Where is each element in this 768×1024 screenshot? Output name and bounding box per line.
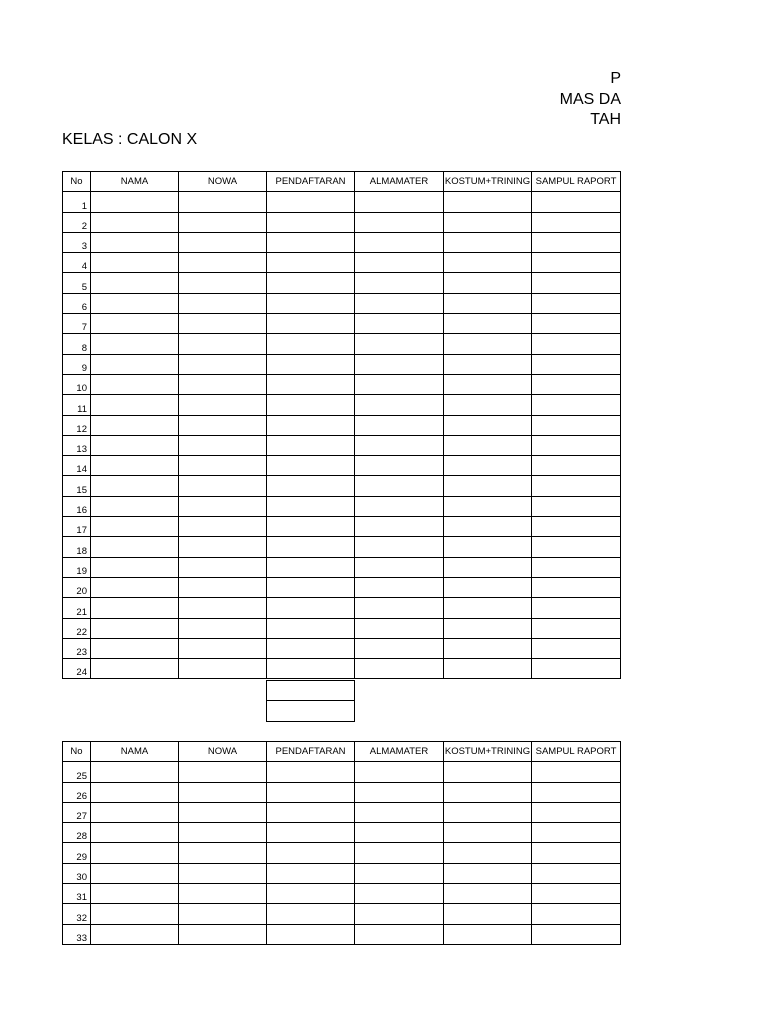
- sampul-raport-cell[interactable]: [532, 273, 621, 293]
- row-number: 25: [63, 762, 91, 782]
- nama-cell[interactable]: [91, 496, 179, 516]
- nama-cell[interactable]: [91, 334, 179, 354]
- table-row: [63, 496, 621, 516]
- pendaftaran-cell[interactable]: [267, 212, 355, 232]
- pendaftaran-cell[interactable]: [267, 659, 355, 679]
- pendaftaran-cell[interactable]: [267, 456, 355, 476]
- kostum-trining-cell[interactable]: [444, 517, 532, 537]
- row-number: 4: [63, 253, 91, 273]
- pendaftaran-cell[interactable]: [267, 192, 355, 212]
- nowa-cell[interactable]: [179, 577, 267, 597]
- pendaftaran-cell[interactable]: [267, 577, 355, 597]
- nama-cell[interactable]: [91, 476, 179, 496]
- nama-cell[interactable]: [91, 924, 179, 944]
- nama-cell[interactable]: [91, 802, 179, 822]
- row-number: 18: [63, 537, 91, 557]
- kostum-trining-cell[interactable]: [444, 823, 532, 843]
- table-row: [63, 334, 621, 354]
- nama-cell[interactable]: [91, 537, 179, 557]
- pendaftaran-cell[interactable]: [267, 863, 355, 883]
- kostum-trining-cell[interactable]: [444, 273, 532, 293]
- nama-cell[interactable]: [91, 232, 179, 252]
- sampul-raport-cell[interactable]: [532, 314, 621, 334]
- almamater-cell[interactable]: [355, 782, 444, 802]
- kelas-label: KELAS : CALON X: [62, 131, 198, 148]
- table-row: [63, 374, 621, 394]
- pendaftaran-cell[interactable]: [267, 395, 355, 415]
- table-row: [63, 904, 621, 924]
- nama-cell[interactable]: [91, 843, 179, 863]
- kostum-trining-cell[interactable]: [444, 212, 532, 232]
- nowa-cell[interactable]: [179, 823, 267, 843]
- almamater-cell[interactable]: [355, 314, 444, 334]
- table-row: [63, 253, 621, 273]
- nowa-cell[interactable]: [179, 314, 267, 334]
- row-number: 3: [63, 232, 91, 252]
- column-header-pendaftaran: PENDAFTARAN: [267, 742, 355, 762]
- table-body-1: [63, 192, 621, 679]
- kostum-trining-cell[interactable]: [444, 232, 532, 252]
- nowa-cell[interactable]: [179, 843, 267, 863]
- kostum-trining-cell[interactable]: [444, 904, 532, 924]
- nowa-cell[interactable]: [179, 762, 267, 782]
- nama-cell[interactable]: [91, 517, 179, 537]
- almamater-cell[interactable]: [355, 293, 444, 313]
- row-number: 7: [63, 314, 91, 334]
- nama-cell[interactable]: [91, 577, 179, 597]
- column-header-nama: NAMA: [91, 742, 179, 762]
- almamater-cell[interactable]: [355, 577, 444, 597]
- nowa-cell[interactable]: [179, 557, 267, 577]
- sampul-raport-cell[interactable]: [532, 638, 621, 658]
- kostum-trining-cell[interactable]: [444, 924, 532, 944]
- row-number: 8: [63, 334, 91, 354]
- pendaftaran-cell[interactable]: [267, 232, 355, 252]
- nama-cell[interactable]: [91, 435, 179, 455]
- pendaftaran-cell[interactable]: [267, 517, 355, 537]
- row-number: 23: [63, 638, 91, 658]
- row-number: 21: [63, 598, 91, 618]
- table-row: [63, 557, 621, 577]
- almamater-cell[interactable]: [355, 374, 444, 394]
- sampul-raport-cell[interactable]: [532, 212, 621, 232]
- kostum-trining-cell[interactable]: [444, 843, 532, 863]
- table-row: [63, 924, 621, 944]
- row-number: 6: [63, 293, 91, 313]
- sampul-raport-cell[interactable]: [532, 293, 621, 313]
- sampul-raport-cell[interactable]: [532, 415, 621, 435]
- kostum-trining-cell[interactable]: [444, 253, 532, 273]
- kostum-trining-cell[interactable]: [444, 638, 532, 658]
- row-number: 13: [63, 435, 91, 455]
- row-number: 30: [63, 863, 91, 883]
- kostum-trining-cell[interactable]: [444, 863, 532, 883]
- sampul-raport-cell[interactable]: [532, 863, 621, 883]
- row-number: 31: [63, 884, 91, 904]
- nowa-cell[interactable]: [179, 476, 267, 496]
- table-row: [63, 577, 621, 597]
- nama-cell[interactable]: [91, 904, 179, 924]
- kostum-trining-cell[interactable]: [444, 496, 532, 516]
- sampul-raport-cell[interactable]: [532, 354, 621, 374]
- row-number: 12: [63, 415, 91, 435]
- almamater-cell[interactable]: [355, 638, 444, 658]
- nama-cell[interactable]: [91, 782, 179, 802]
- sampul-raport-cell[interactable]: [532, 802, 621, 822]
- table-row: [63, 293, 621, 313]
- kostum-trining-cell[interactable]: [444, 334, 532, 354]
- kostum-trining-cell[interactable]: [444, 456, 532, 476]
- kostum-trining-cell[interactable]: [444, 192, 532, 212]
- almamater-cell[interactable]: [355, 843, 444, 863]
- table-row: [63, 192, 621, 212]
- sampul-raport-cell[interactable]: [532, 618, 621, 638]
- sampul-raport-cell[interactable]: [532, 496, 621, 516]
- table-row: [63, 517, 621, 537]
- row-number: 16: [63, 496, 91, 516]
- kostum-trining-cell[interactable]: [444, 598, 532, 618]
- nowa-cell[interactable]: [179, 334, 267, 354]
- nama-cell[interactable]: [91, 598, 179, 618]
- almamater-cell[interactable]: [355, 884, 444, 904]
- almamater-cell[interactable]: [355, 395, 444, 415]
- almamater-cell[interactable]: [355, 334, 444, 354]
- pendaftaran-cell[interactable]: [267, 314, 355, 334]
- table-header-row: [63, 172, 621, 192]
- pendaftaran-cell[interactable]: [267, 884, 355, 904]
- almamater-cell[interactable]: [355, 618, 444, 638]
- table-row: [63, 802, 621, 822]
- row-number: 14: [63, 456, 91, 476]
- pendaftaran-cell[interactable]: [267, 762, 355, 782]
- sampul-raport-cell[interactable]: [532, 884, 621, 904]
- nama-cell[interactable]: [91, 374, 179, 394]
- nama-cell[interactable]: [91, 395, 179, 415]
- column-header-no: No: [63, 172, 91, 192]
- row-number: 2: [63, 212, 91, 232]
- sampul-raport-cell[interactable]: [532, 557, 621, 577]
- kostum-trining-cell[interactable]: [444, 802, 532, 822]
- almamater-cell[interactable]: [355, 476, 444, 496]
- nowa-cell[interactable]: [179, 415, 267, 435]
- nowa-cell[interactable]: [179, 212, 267, 232]
- pendaftaran-cell[interactable]: [267, 537, 355, 557]
- nama-cell[interactable]: [91, 823, 179, 843]
- table-row: [63, 435, 621, 455]
- extra-cell[interactable]: [267, 681, 355, 701]
- nama-cell[interactable]: [91, 762, 179, 782]
- kostum-trining-cell[interactable]: [444, 659, 532, 679]
- almamater-cell[interactable]: [355, 823, 444, 843]
- nowa-cell[interactable]: [179, 273, 267, 293]
- kostum-trining-cell[interactable]: [444, 415, 532, 435]
- pendaftaran-cell[interactable]: [267, 598, 355, 618]
- column-header-kostum-trining: KOSTUM+TRINING: [444, 742, 532, 762]
- row-number: 28: [63, 823, 91, 843]
- almamater-cell[interactable]: [355, 537, 444, 557]
- row-number: 22: [63, 618, 91, 638]
- header-title-line-3: TAH: [590, 111, 621, 128]
- almamater-cell[interactable]: [355, 904, 444, 924]
- sampul-raport-cell[interactable]: [532, 374, 621, 394]
- pendaftaran-cell[interactable]: [267, 496, 355, 516]
- nowa-cell[interactable]: [179, 253, 267, 273]
- header-title-line-1: P: [610, 70, 621, 87]
- nama-cell[interactable]: [91, 638, 179, 658]
- table-row: [63, 823, 621, 843]
- sampul-raport-cell[interactable]: [532, 782, 621, 802]
- nama-cell[interactable]: [91, 293, 179, 313]
- row-number: 19: [63, 557, 91, 577]
- row-number: 24: [63, 659, 91, 679]
- almamater-cell[interactable]: [355, 762, 444, 782]
- nowa-cell[interactable]: [179, 659, 267, 679]
- table-row: [63, 232, 621, 252]
- table-row: [63, 395, 621, 415]
- row-number: 17: [63, 517, 91, 537]
- column-header-no: No: [63, 742, 91, 762]
- sampul-raport-cell[interactable]: [532, 334, 621, 354]
- kostum-trining-cell[interactable]: [444, 435, 532, 455]
- pendaftaran-cell[interactable]: [267, 354, 355, 374]
- registration-table-1: [62, 171, 621, 679]
- nama-cell[interactable]: [91, 618, 179, 638]
- sampul-raport-cell[interactable]: [532, 537, 621, 557]
- nowa-cell[interactable]: [179, 293, 267, 313]
- table-row: [63, 273, 621, 293]
- nama-cell[interactable]: [91, 557, 179, 577]
- almamater-cell[interactable]: [355, 802, 444, 822]
- column-header-almamater: ALMAMATER: [355, 172, 444, 192]
- row-number: 33: [63, 924, 91, 944]
- pendaftaran-cell[interactable]: [267, 273, 355, 293]
- almamater-cell[interactable]: [355, 659, 444, 679]
- almamater-cell[interactable]: [355, 456, 444, 476]
- almamater-cell[interactable]: [355, 517, 444, 537]
- nowa-cell[interactable]: [179, 395, 267, 415]
- table-row: [63, 212, 621, 232]
- pendaftaran-cell[interactable]: [267, 435, 355, 455]
- sampul-raport-cell[interactable]: [532, 517, 621, 537]
- nowa-cell[interactable]: [179, 782, 267, 802]
- table-row: [63, 537, 621, 557]
- kostum-trining-cell[interactable]: [444, 884, 532, 904]
- nowa-cell[interactable]: [179, 802, 267, 822]
- nowa-cell[interactable]: [179, 598, 267, 618]
- nama-cell[interactable]: [91, 273, 179, 293]
- almamater-cell[interactable]: [355, 192, 444, 212]
- nowa-cell[interactable]: [179, 456, 267, 476]
- almamater-cell[interactable]: [355, 232, 444, 252]
- registration-table-2: [62, 741, 621, 945]
- almamater-cell[interactable]: [355, 435, 444, 455]
- table-row: [63, 843, 621, 863]
- sampul-raport-cell[interactable]: [532, 659, 621, 679]
- table-body-2: [63, 762, 621, 945]
- nowa-cell[interactable]: [179, 435, 267, 455]
- almamater-cell[interactable]: [355, 863, 444, 883]
- column-header-kostum-trining: KOSTUM+TRINING: [444, 172, 532, 192]
- sampul-raport-cell[interactable]: [532, 843, 621, 863]
- nowa-cell[interactable]: [179, 232, 267, 252]
- pendaftaran-cell[interactable]: [267, 802, 355, 822]
- pendaftaran-cell[interactable]: [267, 557, 355, 577]
- nowa-cell[interactable]: [179, 638, 267, 658]
- table-row: [63, 782, 621, 802]
- table-row: [63, 618, 621, 638]
- table-header-row: [63, 742, 621, 762]
- sampul-raport-cell[interactable]: [532, 435, 621, 455]
- almamater-cell[interactable]: [355, 598, 444, 618]
- nowa-cell[interactable]: [179, 924, 267, 944]
- column-header-pendaftaran: PENDAFTARAN: [267, 172, 355, 192]
- table-row: [63, 659, 621, 679]
- table-row: [63, 638, 621, 658]
- column-header-nowa: NOWA: [179, 172, 267, 192]
- pendaftaran-cell[interactable]: [267, 638, 355, 658]
- sampul-raport-cell[interactable]: [532, 253, 621, 273]
- row-number: 10: [63, 374, 91, 394]
- column-header-sampul-raport: SAMPUL RAPORT: [532, 172, 621, 192]
- almamater-cell[interactable]: [355, 253, 444, 273]
- nowa-cell[interactable]: [179, 192, 267, 212]
- table-row: [63, 863, 621, 883]
- table-row: [63, 314, 621, 334]
- row-number: 15: [63, 476, 91, 496]
- kostum-trining-cell[interactable]: [444, 314, 532, 334]
- nama-cell[interactable]: [91, 415, 179, 435]
- column-header-nowa: NOWA: [179, 742, 267, 762]
- table-row: [63, 762, 621, 782]
- nowa-cell[interactable]: [179, 618, 267, 638]
- pendaftaran-cell[interactable]: [267, 374, 355, 394]
- extra-row: [267, 701, 355, 721]
- nama-cell[interactable]: [91, 659, 179, 679]
- nama-cell[interactable]: [91, 863, 179, 883]
- table-row: [63, 456, 621, 476]
- kostum-trining-cell[interactable]: [444, 762, 532, 782]
- kostum-trining-cell[interactable]: [444, 618, 532, 638]
- sampul-raport-cell[interactable]: [532, 476, 621, 496]
- kostum-trining-cell[interactable]: [444, 476, 532, 496]
- row-number: 32: [63, 904, 91, 924]
- pendaftaran-cell[interactable]: [267, 334, 355, 354]
- kostum-trining-cell[interactable]: [444, 782, 532, 802]
- kostum-trining-cell[interactable]: [444, 374, 532, 394]
- pendaftaran-cell[interactable]: [267, 293, 355, 313]
- column-header-sampul-raport: SAMPUL RAPORT: [532, 742, 621, 762]
- row-number: 20: [63, 577, 91, 597]
- kostum-trining-cell[interactable]: [444, 395, 532, 415]
- kostum-trining-cell[interactable]: [444, 354, 532, 374]
- nowa-cell[interactable]: [179, 537, 267, 557]
- almamater-cell[interactable]: [355, 354, 444, 374]
- nowa-cell[interactable]: [179, 863, 267, 883]
- row-number: 27: [63, 802, 91, 822]
- almamater-cell[interactable]: [355, 924, 444, 944]
- sampul-raport-cell[interactable]: [532, 395, 621, 415]
- extra-cells: [266, 680, 355, 722]
- row-number: 1: [63, 192, 91, 212]
- pendaftaran-cell[interactable]: [267, 904, 355, 924]
- nama-cell[interactable]: [91, 884, 179, 904]
- almamater-cell[interactable]: [355, 273, 444, 293]
- table-row: [63, 476, 621, 496]
- pendaftaran-cell[interactable]: [267, 924, 355, 944]
- almamater-cell[interactable]: [355, 496, 444, 516]
- almamater-cell[interactable]: [355, 557, 444, 577]
- extra-row: [267, 681, 355, 701]
- kostum-trining-cell[interactable]: [444, 293, 532, 313]
- nowa-cell[interactable]: [179, 354, 267, 374]
- column-header-nama: NAMA: [91, 172, 179, 192]
- pendaftaran-cell[interactable]: [267, 618, 355, 638]
- nowa-cell[interactable]: [179, 904, 267, 924]
- nama-cell[interactable]: [91, 456, 179, 476]
- extra-cell[interactable]: [267, 701, 355, 721]
- header-title-line-2: MAS DA: [559, 91, 621, 108]
- nowa-cell[interactable]: [179, 517, 267, 537]
- pendaftaran-cell[interactable]: [267, 782, 355, 802]
- nama-cell[interactable]: [91, 354, 179, 374]
- row-number: 5: [63, 273, 91, 293]
- table-row: [63, 354, 621, 374]
- pendaftaran-cell[interactable]: [267, 843, 355, 863]
- row-number: 26: [63, 782, 91, 802]
- nowa-cell[interactable]: [179, 496, 267, 516]
- pendaftaran-cell[interactable]: [267, 823, 355, 843]
- kostum-trining-cell[interactable]: [444, 537, 532, 557]
- sampul-raport-cell[interactable]: [532, 924, 621, 944]
- nama-cell[interactable]: [91, 192, 179, 212]
- sampul-raport-cell[interactable]: [532, 577, 621, 597]
- pendaftaran-cell[interactable]: [267, 415, 355, 435]
- pendaftaran-cell[interactable]: [267, 253, 355, 273]
- table-row: [63, 415, 621, 435]
- nama-cell[interactable]: [91, 212, 179, 232]
- sampul-raport-cell[interactable]: [532, 192, 621, 212]
- nama-cell[interactable]: [91, 314, 179, 334]
- nama-cell[interactable]: [91, 253, 179, 273]
- sampul-raport-cell[interactable]: [532, 232, 621, 252]
- sampul-raport-cell[interactable]: [532, 762, 621, 782]
- sampul-raport-cell[interactable]: [532, 598, 621, 618]
- sampul-raport-cell[interactable]: [532, 904, 621, 924]
- sampul-raport-cell[interactable]: [532, 823, 621, 843]
- kostum-trining-cell[interactable]: [444, 577, 532, 597]
- column-header-almamater: ALMAMATER: [355, 742, 444, 762]
- kostum-trining-cell[interactable]: [444, 557, 532, 577]
- nowa-cell[interactable]: [179, 374, 267, 394]
- sampul-raport-cell[interactable]: [532, 456, 621, 476]
- pendaftaran-cell[interactable]: [267, 476, 355, 496]
- table-row: [63, 884, 621, 904]
- almamater-cell[interactable]: [355, 212, 444, 232]
- row-number: 29: [63, 843, 91, 863]
- table-row: [63, 598, 621, 618]
- nowa-cell[interactable]: [179, 884, 267, 904]
- row-number: 11: [63, 395, 91, 415]
- almamater-cell[interactable]: [355, 415, 444, 435]
- row-number: 9: [63, 354, 91, 374]
